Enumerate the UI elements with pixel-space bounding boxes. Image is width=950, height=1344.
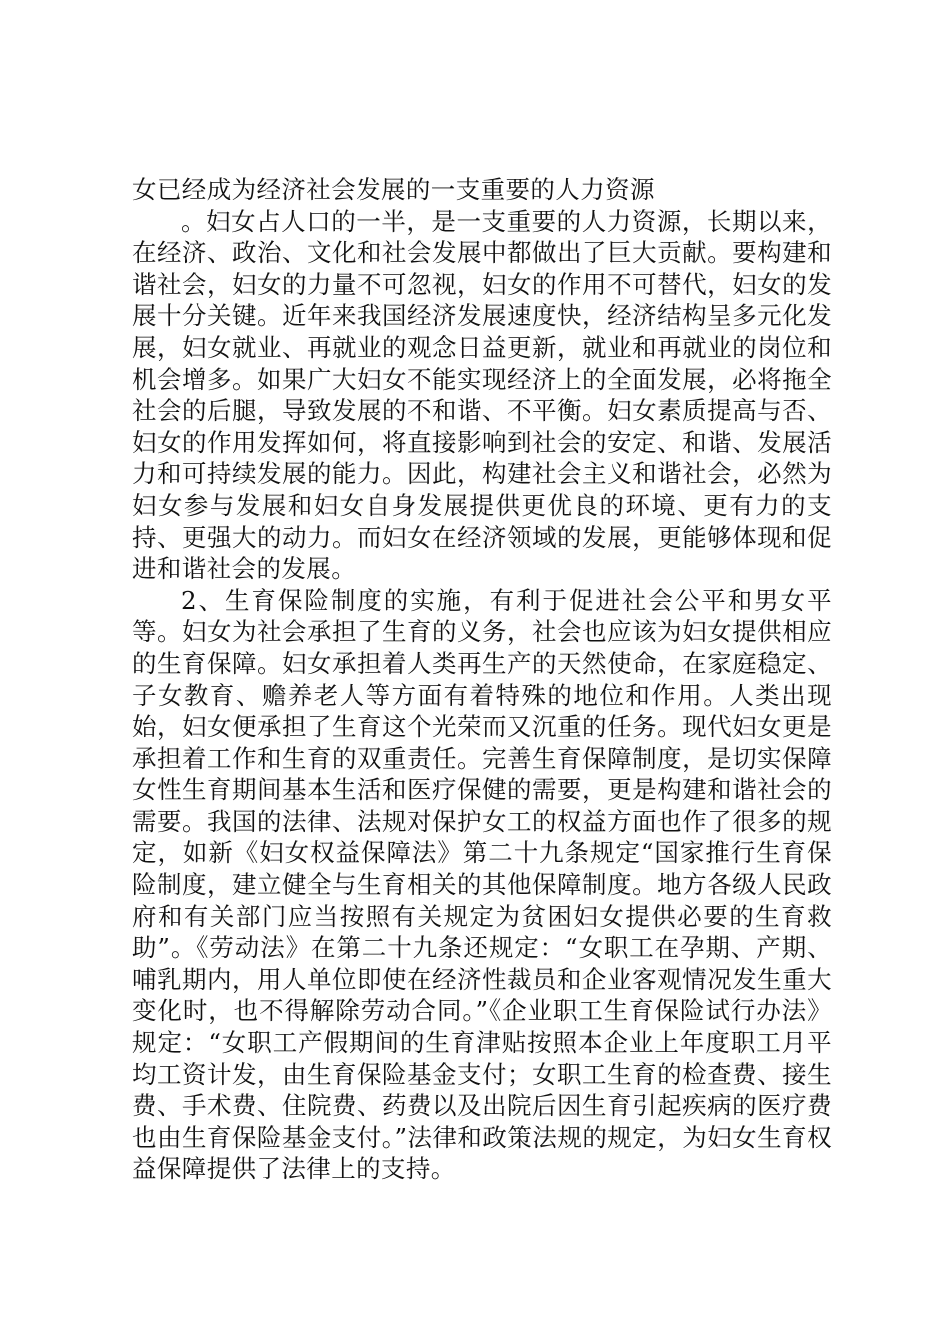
paragraph-women-development: 。妇女占人口的一半，是一支重要的人力资源，长期以来，在经济、政治、文化和社会发展中都做出了巨大贡献。要构建和谐社会，妇女的力量不可忽视，妇女的作用不可替代，妇女的发展十分关键。近年来我国经济发展速度快，经济结构呈多元化发展，妇女就业、再就业的观念日益更新，就业和再就业的岗位和机会增多。如果广大妇女不能实现经济上的全面发展，必将拖全社会的后腿，导致发展的不和谐、不平衡。妇女素质提高与否、妇女的作用发挥如何，将直接影响到社会的安定、和谐、发展活力和可持续发展的能力。因此，构建社会主义和谐社会，必然为妇女参与发展和妇女自身发展提供更优良的环境、更有力的支持、更强大的动力。而妇女在经济领域的发展，更能够体现和促进和谐社会的发展。 [132, 206, 832, 584]
paragraph-maternity-insurance: 2、生育保险制度的实施，有利于促进社会公平和男女平等。妇女为社会承担了生育的义务，社会也应该为妇女提供相应的生育保障。妇女承担着人类再生产的天然使命，在家庭稳定、子女教育、赡养老人等方面有着特殊的地位和作用。人类出现始，妇女便承担了生育这个光荣而又沉重的任务。现代妇女更是承担着工作和生育的双重责任。完善生育保障制度，是切实保障女性生育期间基本生活和医疗保健的需要，更是构建和谐社会的需要。我国的法律、法规对保护女工的权益方面也作了很多的规定，如新《妇女权益保障法》第二十九条规定“国家推行生育保险制度，建立健全与生育相关的其他保障制度。地方各级人民政府和有关部门应当按照有关规定为贫困妇女提供必要的生育救助”。《劳动法》在第二十九条还规定：“女职工在孕期、产期、哺乳期内，用人单位即使在经济性裁员和企业客观情况发生重大变化时，也不得解除劳动合同。”《企业职工生育保险试行办法》规定：“女职工产假期间的生育津贴按照本企业上年度职工月平均工资计发，由生育保险基金支付；女职工生育的检查费、接生费、手术费、住院费、药费以及出院后因生育引起疾病的医疗费也由生育保险基金支付。”法律和政策法规的规定，为妇女生育权益保障提供了法律上的支持。 [132, 585, 832, 1184]
document-body [132, 174, 832, 1185]
continued-line: 女已经成为经济社会发展的一支重要的人力资源 [132, 175, 655, 204]
